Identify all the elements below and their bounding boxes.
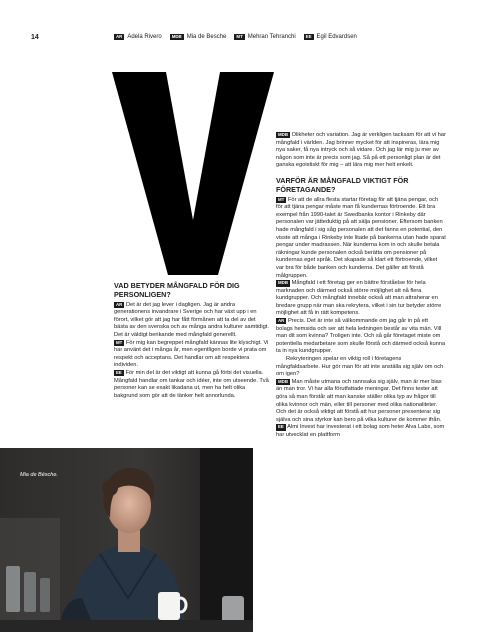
author-name: Adela Rivero	[127, 34, 162, 41]
author-list	[114, 34, 357, 40]
answer-paragraph	[276, 424, 446, 439]
paragraph-text: Mångfald i ett företag ger en bättre förståelse för hela marknaden och därmed också större möjlighet att nå flera kundgrupper. Och mångfald innebär också att man attraherar en bredare grupp när man ska rekrytera, vilket i sin tur betyder större möjlighet att få in rätt kompetens.	[276, 280, 442, 317]
answer-paragraph	[114, 370, 270, 400]
author-item	[170, 34, 227, 40]
intro-paragraph	[276, 132, 446, 170]
answer-paragraph	[276, 379, 446, 425]
author-name: Mia de Besche	[186, 34, 227, 41]
paragraph-text: För mig kan begreppet mångfald kännas lite klyschigt. Vi har använt det i många år, men egentligen borde vi prata om respekt och acceptans. Det handlar om att respektera individen.	[114, 339, 269, 369]
speaker-tag: EE	[278, 424, 284, 430]
author-item	[304, 34, 357, 40]
paragraph-text: Almi Invest har investerat i ett bolag som heter Alva Labs, som har utvecklat en plattform	[276, 424, 445, 438]
author-name: Mehran Tehranchi	[247, 34, 296, 41]
speaker-tag: MDB	[278, 280, 288, 286]
author-tag: AR	[116, 34, 123, 39]
author-item	[114, 34, 162, 40]
author-tag: MT	[236, 34, 243, 39]
answer-paragraph	[114, 302, 270, 340]
section-heading: VARFÖR ÄR MÅNGFALD VIKTIGT FÖR FÖRETAGANDE?	[276, 175, 409, 194]
paragraph-text: Precis. Det är inte så välkommande om jag går in på ett bolags hemsida och ser att hela ledningen består av vita män. Vill man dit som kvinna? Troligen inte. Och så går företaget miste om potentiella medarbetare som skulle förstå och därmed också kunna ta in nya kundgrupper.	[276, 318, 446, 355]
paragraph-text: Man måste utmana och rannsaka sig själv, man är mer bias än man tror. Vi har alla förutfattade meningar. Det finns tester att göra så man förstår att man kanske ställer olika typ av frågor till olika kvinnor och män, eller till personer med olika nationaliteter. Och det är också viktigt att förstå att hur personer presenterar sig själva och sina styrkor kan bero på vilka kulturer de kommer ifrån.	[276, 378, 442, 423]
answer-paragraph	[114, 340, 270, 370]
paragraph-text: För att de allra flesta startar företag för att tjäna pengar, och för att tjäna pengar måste man få kundernas förtroende. Ett bra exempel från 1990-talet är Swedbanks kontor i Rinkeby där personalen var jätteduktig på att sälja pensioner. Eftersom banken hade mångfald i sig såg personalen att det fanns en potential, den visste att många i Rinkeby inte litade på bankerna utan hade sparat pengar under madrassen. När kunderna kom in och skulle betala räkningar kunde personalen också berätta om pensioner på kundernas eget språk. Det skapade så klart ett förtroende, vilket var bra för både banken och kunderna. Det gäller att förstå målgruppen.	[276, 196, 446, 279]
speaker-tag: MT	[278, 196, 285, 202]
answer-paragraph	[276, 318, 446, 356]
left-column	[114, 282, 270, 400]
author-name: Egil Edvardsen	[316, 34, 357, 41]
question-paragraph: Rekryteringen spelar en viktig roll i företagens mångfaldsarbete. Hur gör man för att inte anställa sig själv om och om igen?	[276, 356, 444, 378]
right-column	[276, 132, 446, 440]
paragraph-text: Det är det jag lever i dagligen. Jag är andra generationens invandrare i Sverige och har växt upp i en förort, vilket gör att jag har fått förmånen att ta del av det bästa av den svenska och av många andra kulturer samtidigt. Det är väldigt berikande med mångfald generellt.	[114, 301, 269, 338]
speaker-tag: MT	[116, 339, 123, 345]
page-number: 14	[31, 34, 39, 41]
speaker-tag: EE	[116, 369, 122, 375]
paragraph-text: Olikheter och variation. Jag är verkligen tacksam för att vi har mångfald i världen. Jag brinner mycket för att inspireras, lära mig nya saker, få nya intryck och så vidare. Och jag lär mig ju mer av någon som inte är precis som jag. Så på ett personligt plan är det ganska egoistiskt för mig – att lära mig mer helt enkelt.	[276, 132, 446, 169]
author-tag: EE	[305, 34, 312, 39]
portrait-photo	[0, 448, 253, 632]
speaker-tag: AR	[278, 318, 285, 324]
answer-paragraph	[276, 280, 446, 318]
speaker-tag: AR	[116, 301, 123, 307]
author-item	[234, 34, 295, 40]
section-heading: VAD BETYDER MÅNGFALD FÖR DIG PERSONLIGEN?	[114, 281, 240, 299]
answer-paragraph	[276, 197, 446, 281]
author-tag: MDB	[171, 34, 182, 39]
paragraph-text: För min del är det viktigt att kunna gå förbi det visuella. Mångfald handlar om tankar och idéer, inte om utseende. Två personer kan se exakt likadana ut, men ha helt olika bakgrund som gör att de tänker helt annorlunda.	[114, 369, 269, 399]
speaker-tag: MDB	[278, 132, 288, 137]
speaker-tag: MDB	[278, 378, 288, 384]
photo-caption: Mia de Bésche.	[20, 472, 58, 478]
drop-cap-v	[112, 72, 274, 275]
